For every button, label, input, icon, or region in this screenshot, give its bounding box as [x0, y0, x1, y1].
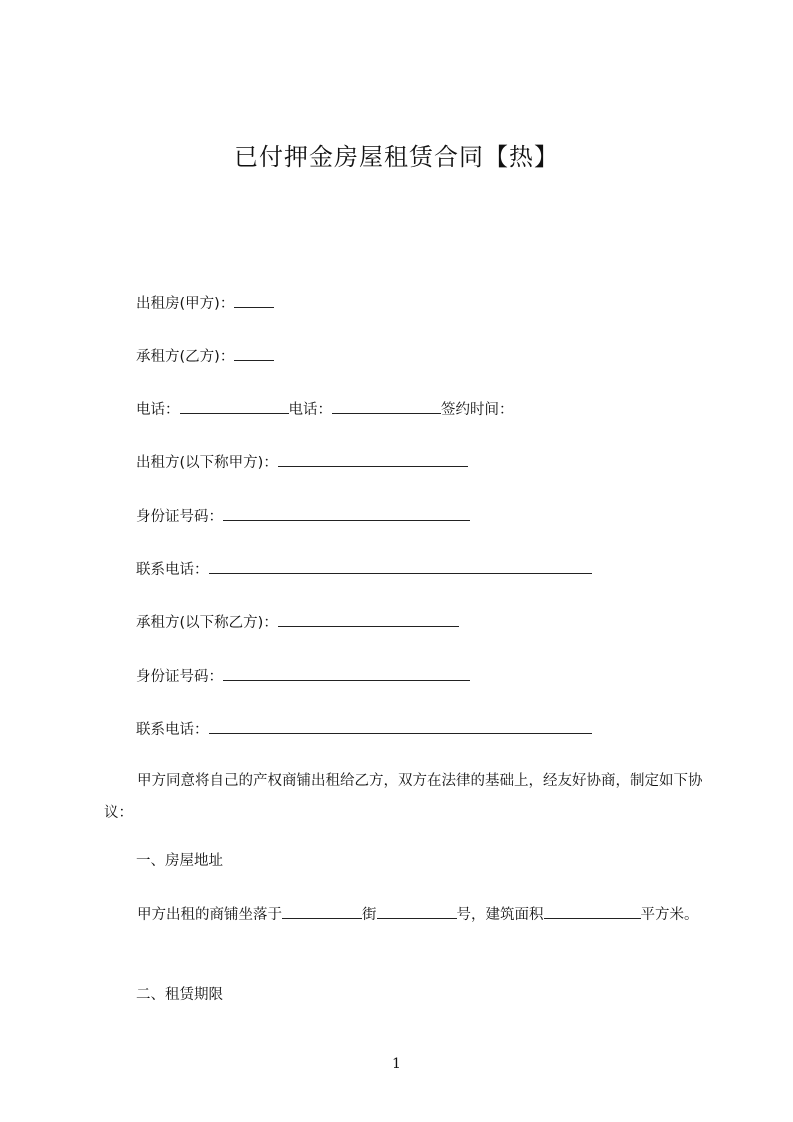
- section2-heading: 二、租赁期限: [136, 987, 223, 1003]
- party-b-phone-blank[interactable]: [209, 717, 592, 734]
- phone1-label: 电话：: [136, 402, 180, 418]
- lessor-label: 出租房(甲方)：: [136, 296, 235, 312]
- lessor-blank[interactable]: [234, 291, 274, 308]
- party-a-id-line: [136, 504, 470, 527]
- number-blank[interactable]: [377, 902, 457, 919]
- party-b-id-label: 身份证号码：: [136, 669, 223, 685]
- lessor-line: [136, 291, 274, 314]
- phone2-label: 电话：: [288, 402, 332, 418]
- lessee-line: [136, 344, 274, 367]
- address-paragraph: [104, 899, 704, 931]
- phone2-blank[interactable]: [332, 397, 441, 414]
- party-a-id-blank[interactable]: [223, 504, 470, 521]
- address-text-3: 号，建筑面积: [456, 907, 544, 923]
- address-text-1: 甲方出租的商铺坐落于: [137, 907, 282, 923]
- party-b-blank[interactable]: [278, 610, 459, 627]
- party-b-phone-label: 联系电话：: [136, 722, 209, 738]
- section1-heading: 一、房屋地址: [136, 853, 223, 869]
- lessee-label: 承租方(乙方)：: [136, 349, 235, 365]
- party-a-blank[interactable]: [278, 450, 468, 467]
- sign-time-label: 签约时间：: [441, 402, 514, 418]
- party-b-id-blank[interactable]: [223, 664, 470, 681]
- lessee-blank[interactable]: [234, 344, 274, 361]
- party-b-line: [136, 610, 459, 633]
- party-a-phone-line: [136, 557, 592, 580]
- area-blank[interactable]: [544, 902, 641, 919]
- party-a-phone-label: 联系电话：: [136, 562, 209, 578]
- party-a-line: [136, 450, 468, 473]
- party-b-label: 承租方(以下称乙方)：: [136, 615, 278, 631]
- phone-sign-line: [136, 397, 514, 420]
- party-b-id-line: [136, 664, 470, 687]
- page-number: 1: [392, 1056, 401, 1072]
- street-blank[interactable]: [282, 902, 362, 919]
- phone1-blank[interactable]: [180, 397, 289, 414]
- party-b-phone-line: [136, 717, 592, 740]
- address-text-4: 平方米。: [640, 907, 699, 923]
- intro-paragraph: 甲方同意将自己的产权商铺出租给乙方，双方在法律的基础上，经友好协商，制定如下协议：: [104, 773, 703, 821]
- party-a-label: 出租方(以下称甲方)：: [136, 455, 278, 471]
- party-a-id-label: 身份证号码：: [136, 509, 223, 525]
- page-title: 已付押金房屋租赁合同【热】: [234, 143, 559, 171]
- address-text-2: 街: [362, 907, 377, 923]
- party-a-phone-blank[interactable]: [209, 557, 592, 574]
